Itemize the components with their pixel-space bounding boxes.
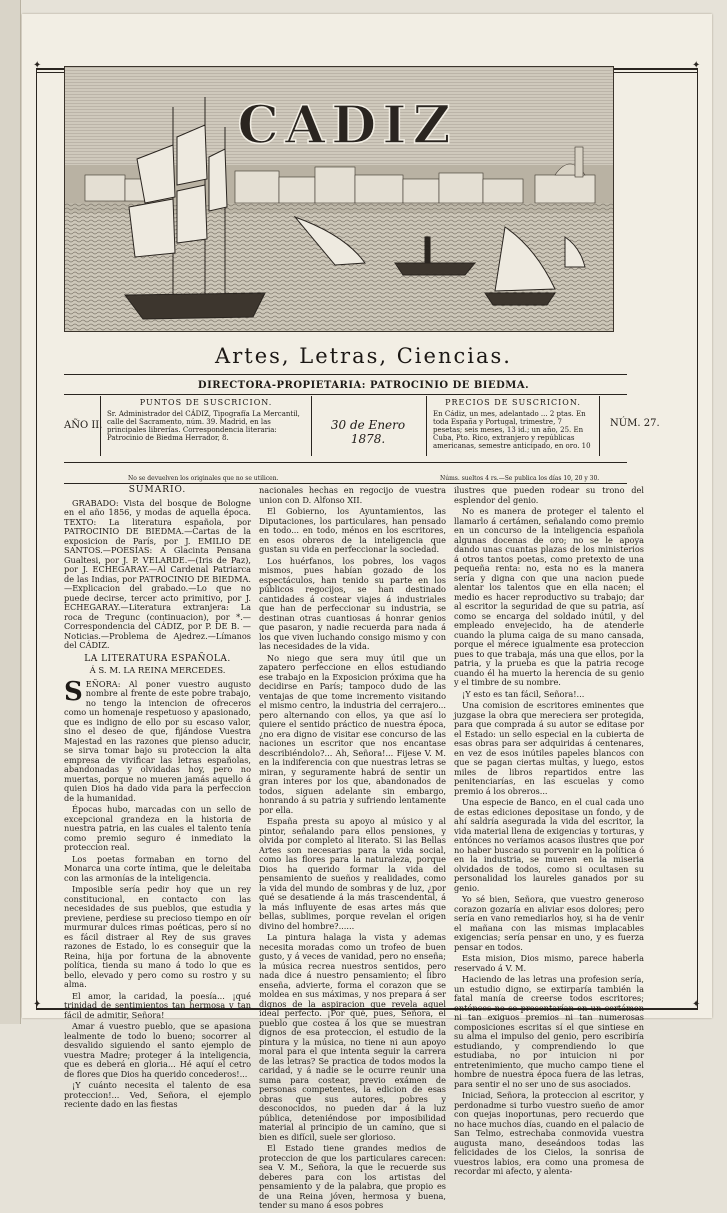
left-border	[36, 68, 37, 1010]
svg-text:CADIZ: CADIZ	[237, 95, 457, 156]
subscription-points-text: Sr. Administrador del CÁDIZ, Tipografía La Mercantil, calle del Sacramento, núm. 39. Madrid, en las principales librerías. Correspondencia literaria: Patrocinio de Biedma Herrador, 8.	[107, 410, 300, 442]
drop-cap: S	[64, 676, 83, 707]
masthead-engraving	[64, 66, 614, 332]
summary-text: GRABADO: Vista del bosque de Bologne en el año 1856, y modas de aquella época. TEXTO: La literatura española, por PATROCINIO DE BIEDMA.—Cartas de la exposicion de París, por J. EMILIO DE SANTOS.—POESÍAS: A Glacinta Pensana Gualtesi, por J. P. VELARDE.—(Iris de Paz), por J. ECHEGARAY.—Al Cardenal Patriarca de las Indias, por PATROCINIO DE BIEDMA.—Explicacion del grabado.—Lo que no puede decirse, tercer acto primitivo, por J. ECHEGARAY.—Literatura extranjera: La roca de Tregunc (continuacion), por *.—Correspondencia del CÁDIZ, por P. DE B. —Noticias.—Problema de Ajedrez.—Límanos del CÁDIZ.	[64, 497, 251, 650]
subscription-prices-text: En Cádiz, un mes, adelantado ... 2 ptas. En toda España y Portugal, trimestre, 7 pesetas; seis meses, 13 id.; un año, 25. En Cuba, Pto. Rico, extranjero y repúblicas americanas, semestre anticipado, en oro. 10	[433, 410, 591, 450]
year-label: AÑO II.	[64, 420, 103, 431]
paragraph: Una comision de escritores eminentes que juzgase la obra que mereciera ser protegida, para que comprada á su autor se editase por el Estado: un sello especial en la cubierta de esas obras para ser adquiridas á centenares, en vez de esos inútiles papeles blancos con que se pagan ciertas multas, y luego, estos miles de libros repartidos entre las penitenciarías, en las escuelas y como premio á los obreros...	[454, 700, 644, 796]
article-dedication: Á S. M. LA REINA MERCEDES.	[89, 666, 226, 676]
subscription-prices-box	[426, 396, 600, 456]
subtitle-rule	[64, 374, 627, 375]
article-title: LA LITERATURA ESPAÑOLA.	[84, 653, 231, 664]
paragraph: España presta su apoyo al músico y al pintor, señalando para ellos pensiones, y olvida por completo al literato. Si las Bellas Artes son necesarias para la vida social, como las flores para la naturaleza, porque Dios ha querido formar la vida del pensamiento de sueños y realidades, como la vida del mundo de sombras y de luz, ¿por qué se desatiende á la más trascendental, á la más influyente de esas artes más que bellas, sublimes, porque revelan el origen divino del hombre?......	[259, 816, 446, 931]
columns-rule	[64, 483, 627, 484]
paragraph: EÑORA: Al poner vuestro augusto nombre al frente de este pobre trabajo, no tengo la intencion de ofreceros como un homenaje respetuoso y apasionado, que es indigno de ello por su escaso valor, sino el deseo de que, fijándose Vuestra Majestad en las razones que pienso aducir, se sirva tomar bajo su proteccion la alta empresa de vivificar las letras españolas, abandonadas y olvidadas hoy, pero no muertas, porque no mueren jamás aquello á quien Dios ha dado vida para la perfeccion de la humanidad.	[64, 678, 251, 803]
paragraph: Imposible sería pedir hoy que un rey constitucional, en contacto con las necesidades de sus pueblos, que estudia y previene, perdiese su precioso tiempo en oír murmurar dulces rimas poéticas, pero sí no es fácil distraer al Rey de sus graves razones de Estado, lo es conseguir que la Reina, hija por fortuna de la abnovente política, tienda su mano á todo lo que es bello, elevado y pero como su rostro y su alma.	[64, 884, 251, 989]
issue-date: 30 de Enero 1878.	[330, 418, 406, 446]
paragraph: Iniciad, Señora, la proteccion al escritor, y perdonadme si turbo vuestro sueño de amor con quejas inoportunas, pero recuerdo que no hace muchos días, cuando en el palacio de San Telmo, estrechaba conmovida vuestra augusta mano, deseándoos todas las felicidades de los Cielos, la sonrisa de vuestros labios, era como una promesa de recordar mi afecto, y alenta-	[454, 1090, 644, 1176]
summary-title: SUMARIO.	[128, 485, 187, 495]
subscription-points-title: PUNTOS DE SUSCRICION.	[139, 398, 273, 407]
paragraph: La pintura halaga la vista y ademas necesita moradas como un trofeo de buen gusto, y á veces de vanidad, pero no enseña; la música recrea nuestros sentidos, pero nada dice á nuestro pensamiento; el libro enseña, advierte, forma el corazon que se moldea en sus máximas, y nos prepara á ser dignos de la aspiracion que revela aquel ideal perfecto. ¡Por qué, pues, Señora, el pueblo que costea á los que se muestran dignos de esa proteccion, el estudio de la pintura y la música, no tiene ni aun apoyo moral para el que intenta seguir la carrera de las letras? Se practica de todos modos la caridad, y á nadie se le ocurre reunir una suma para costear, previo exámen de personas competentes, la edicion de esas obras que sus autores, pobres y desconocidos, no pueden dar á la luz pública, deteniéndose por imposibilidad material al principio de un camino, que si bien es difícil, suele ser glorioso.	[259, 932, 446, 1142]
info-rule-bottom	[64, 462, 627, 463]
paragraph: Haciendo de las letras una profesion sería, un estudio digno, se extirparía también la fatal manía de creerse todos escritores; entónces no se presentarían en un certámen ni tan exiguos premios ni tan numerosas composiciones escritas sí el que sintiese en su alma el impulso del genio, pero escribiría estudiando, y comprendiendo lo que estudiaba, no por intuicion ni por entretenimiento, que mucho campo tiene el hombre de nuestra época fuera de las letras, para sentir el no ser uno de sus asociados.	[454, 974, 644, 1089]
info-rule-top	[64, 394, 627, 395]
originals-note: No se devuelven los originales que no se utilicen.	[128, 475, 279, 482]
harbor-engraving	[65, 67, 613, 331]
subscription-prices-title: PRECIOS DE SUSCRICION.	[445, 398, 581, 407]
paragraph: Épocas hubo, marcadas con un sello de excepcional grandeza en la historia de nuestra patria, en las cuales el talento tenía como premio seguro é inmediato la proteccion real.	[64, 804, 251, 852]
column-1	[64, 486, 251, 1112]
column-2	[259, 486, 446, 1213]
paragraph: El Gobierno, los Ayuntamientos, las Diputaciones, los particulares, han pensado en todo... en todo, ménos en los escritores, en esos obreros de la inteligencia que gustan su vida en perfeccionar la sociedad.	[259, 506, 446, 554]
register-mark: ✦	[692, 999, 701, 1010]
paragraph: No es manera de proteger el talento el llamarlo á certámen, señalando como premio en un concurso de la inteligencia española algunas docenas de oro; no se le apoya dando unas cuantas plazas de los ministerios á otros tantos poetas, como pretexto de una pequeña renta: no, esta no es la manera sería y digna con que una nacion puede alentar los talentos que en ella nacen; el medio es hacer reproductivo su trabajo; dar al escritor la seguridad de que su patria, así como se encarga del soldado inútil, y del empleado envejecido, ha de atenderle cuando la pluma caiga de su mano cansada, porque el mérece igualmente esa proteccion pues to que trabaja, más una que ellos, por la patria, y la prueba es que la patria recoge cuando él ha muerto la herencia de su genio y el timbre de su nombre.	[454, 506, 644, 687]
subscription-info	[64, 396, 676, 460]
masthead-title-logo	[237, 95, 456, 156]
facing-page-edge	[0, 0, 21, 1024]
subtitle-block	[0, 344, 727, 368]
paragraph: El amor, la caridad, la poesía... ¡qué trinidad de sentimientos tan hermosa y tan fácil de admitir, Señora!	[64, 990, 251, 1020]
paragraph: Amar á vuestro pueblo, que se apasiona lealmente de todo lo bueno; socorrer al desvalido siguiendo el santo ejemplo de vuestra Madre; proteger á la inteligencia, que es deberá en gloria... Hé aquí el cetro de flores que Dios ha querido concederos!...	[64, 1021, 251, 1079]
right-border	[697, 68, 698, 1010]
paragraph: ilustres que pueden rodear su trono del esplendor del genio.	[454, 485, 644, 505]
paragraph: ¡Y cuánto necesita el talento de esa proteccion!... Ved, Señora, el ejemplo reciente dado en las fiestas	[64, 1080, 251, 1109]
single-issue-note: Núms. sueltos 4 rs.—Se publica los días 10, 20 y 30.	[440, 475, 600, 482]
director-line: DIRECTORA-PROPIETARIA: PATROCINIO DE BIEDMA.	[197, 380, 530, 391]
paragraph: No niego que sera muy útil que un zapatero perfeccione en ellos estudiando ese trabajo en la Exposicion próxima que ha decidirse en París; tampoco dudo de las ventajas de que tome incremento visitando el mismo centro, la industria del cerrajero... pero alternando con ellos, ya que así lo quiere el sentido práctico de nuestra época, ¿no era digno de visitar ese concurso de las naciones un escritor que nos encantase describiéndolo?... Ah, Señora!... Fijese V. M. en la indiferencia con que nuestras letras se miran, y seguramente habrá de sentir un gran interes por los que, abandonados de todos, siguen adelante sin embargo, honrando á su patria y sufriendo lentamente por ella.	[259, 652, 446, 815]
issue-number: NÚM. 27.	[610, 418, 660, 429]
paragraph: Una especie de Banco, en el cual cada uno de estas ediciones depositase un fondo, y de ahí saldría asegurada la vida del escritor, la vida material llena de exigencias y torturas, y entónces no veríamos acasos ilustres que por no haber buscado su porvenir en la política ó en la industria, se mueren en la miseria olvidados de todos, como si ocultasen su personalidad los laureles ganados por su genio.	[454, 797, 644, 893]
paragraph: El Estado tiene grandes medios de proteccion de que los particulares carecen: sea V. M., Señora, la que le recuerde sus deberes para con los artistas del pensamiento y de la palabra, que propio es de una Reina jóven, hermosa y buena, tender su mano á esos pobres	[259, 1143, 446, 1210]
register-mark: ✦	[692, 60, 701, 71]
column-3	[454, 486, 644, 1179]
subtitle: Artes, Letras, Ciencias.	[215, 344, 512, 368]
paragraph: Los huérfanos, los pobres, los vagos mismos, pues habían gozado de los espectáculos, han tenido su parte en los públicos regocijos, se han destinado cantidades á costear viajes á industriales que han de perfeccionar su industria, se destinan otras cuantiosas á honrar genios que pasaron, y nadie recuerda para nada á los que viven luchando consigo mismo y con las necesidades de la vida.	[259, 555, 446, 651]
paragraph: nacionales hechas en regocijo de vuestra union con D. Alfonso XII.	[259, 485, 446, 505]
paragraph: Yo sé bien, Señora, que vuestro generoso corazon gozaría en aliviar esos dolores; pero sería en vano remediarlos hoy, si ha de venir el mañana con las mismas implacables exigencias; sería pensar en uno, y es fuerza pensar en todos.	[454, 894, 644, 952]
paragraph: Los poetas formaban en torno del Monarca una corte íntima, que le deleitaba con las armonías de la inteligencia.	[64, 853, 251, 883]
paragraph: Esta mision, Dios mismo, parece haberla reservado á V. M.	[454, 953, 644, 973]
subscription-points-box	[100, 396, 312, 456]
register-mark: ✦	[33, 60, 42, 71]
paragraph: ¡Y esto es tan fácil, Señora!...	[462, 688, 585, 699]
register-mark: ✦	[33, 999, 42, 1010]
